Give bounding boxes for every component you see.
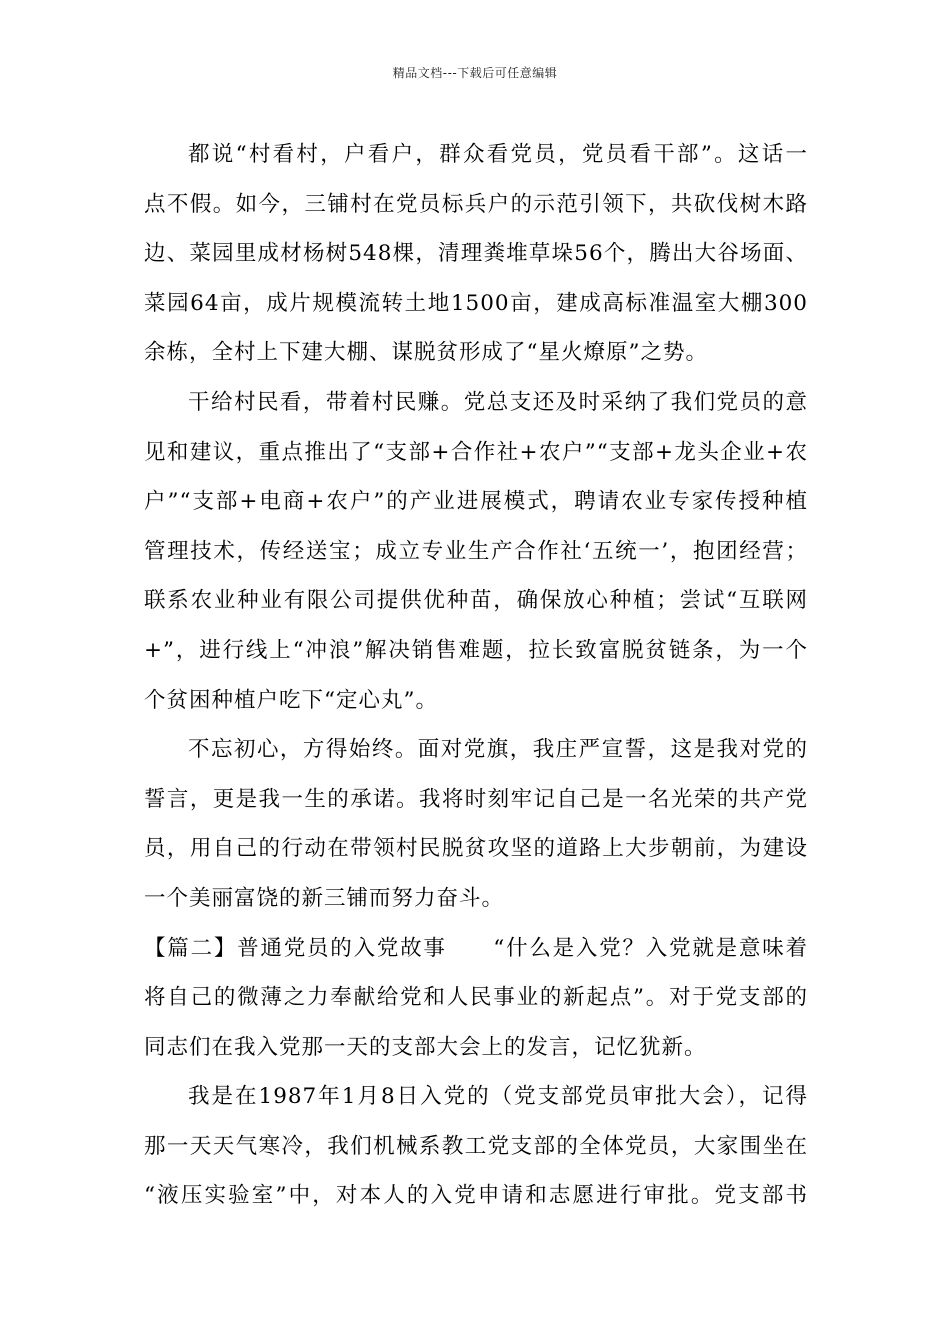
paragraph [144,130,808,378]
text-line: 点不假。如今，三铺村在党员标兵户的示范引领下，共砍伐树木路 [144,191,808,217]
section-paragraph [144,924,808,1073]
text-line: 一个美丽富饶的新三铺而努力奋斗。 [144,885,505,911]
text-line: “液压实验室”中，对本人的入党申请和志愿进行审批。党支部书 [144,1183,808,1209]
text-line: 将自己的微薄之力奉献给党和人民事业的新起点”。对于党支部的 [144,985,808,1011]
text-line: 誓言，更是我一生的承诺。我将时刻牢记自己是一名光荣的共产党 [144,786,808,812]
document-body [144,130,808,1221]
text-line: 个贫困种植户吃下“定心丸”。 [144,687,438,713]
text-line: 余栋，全村上下建大棚、谋脱贫形成了“星火燎原”之势。 [144,340,708,366]
text-line: 我是在1987年1月8日入党的（党支部党员审批大会），记得 [188,1084,808,1110]
text-line: 见和建议，重点推出了“支部+合作社+农户”“支部+龙头企业+农 [144,439,808,465]
text-line: 不忘初心，方得始终。面对党旗，我庄严宣誓，这是我对党的 [188,737,808,763]
text-line: 都说“村看村，户看户，群众看党员，党员看干部”。这话一 [188,142,808,167]
text-line: 户”“支部+电商+农户”的产业进展模式，聘请农业专家传授种植 [144,489,808,515]
text-line: 那一天天气寒冷，我们机械系教工党支部的全体党员，大家围坐在 [144,1133,808,1159]
section-title-line: 【篇二】普通党员的入党故事 “什么是入党？入党就是意味着 [144,935,808,961]
text-line: 同志们在我入党那一天的支部大会上的发言，记忆犹新。 [144,1034,707,1060]
text-line: 联系农业种业有限公司提供优种苗，确保放心种植；尝试“互联网 [144,588,808,614]
page-header: 精品文档---下载后可任意编辑 [392,66,558,80]
paragraph [144,725,808,923]
text-line: 管理技术，传经送宝；成立专业生产合作社‘五统一’，抱团经营； [144,538,808,564]
paragraph [144,378,808,725]
text-line: 干给村民看，带着村民赚。党总支还及时采纳了我们党员的意 [188,389,808,415]
paragraph [144,1072,808,1221]
text-line: +”，进行线上“冲浪”解决销售难题，拉长致富脱贫链条，为一个 [144,637,808,663]
text-line: 边、菜园里成材杨树548棵，清理粪堆草垛56个，腾出大谷场面、 [144,241,808,267]
text-line: 员，用自己的行动在带领村民脱贫攻坚的道路上大步朝前，为建设 [144,836,808,862]
text-line: 菜园64亩，成片规模流转土地1500亩，建成高标准温室大棚300 [144,290,808,316]
